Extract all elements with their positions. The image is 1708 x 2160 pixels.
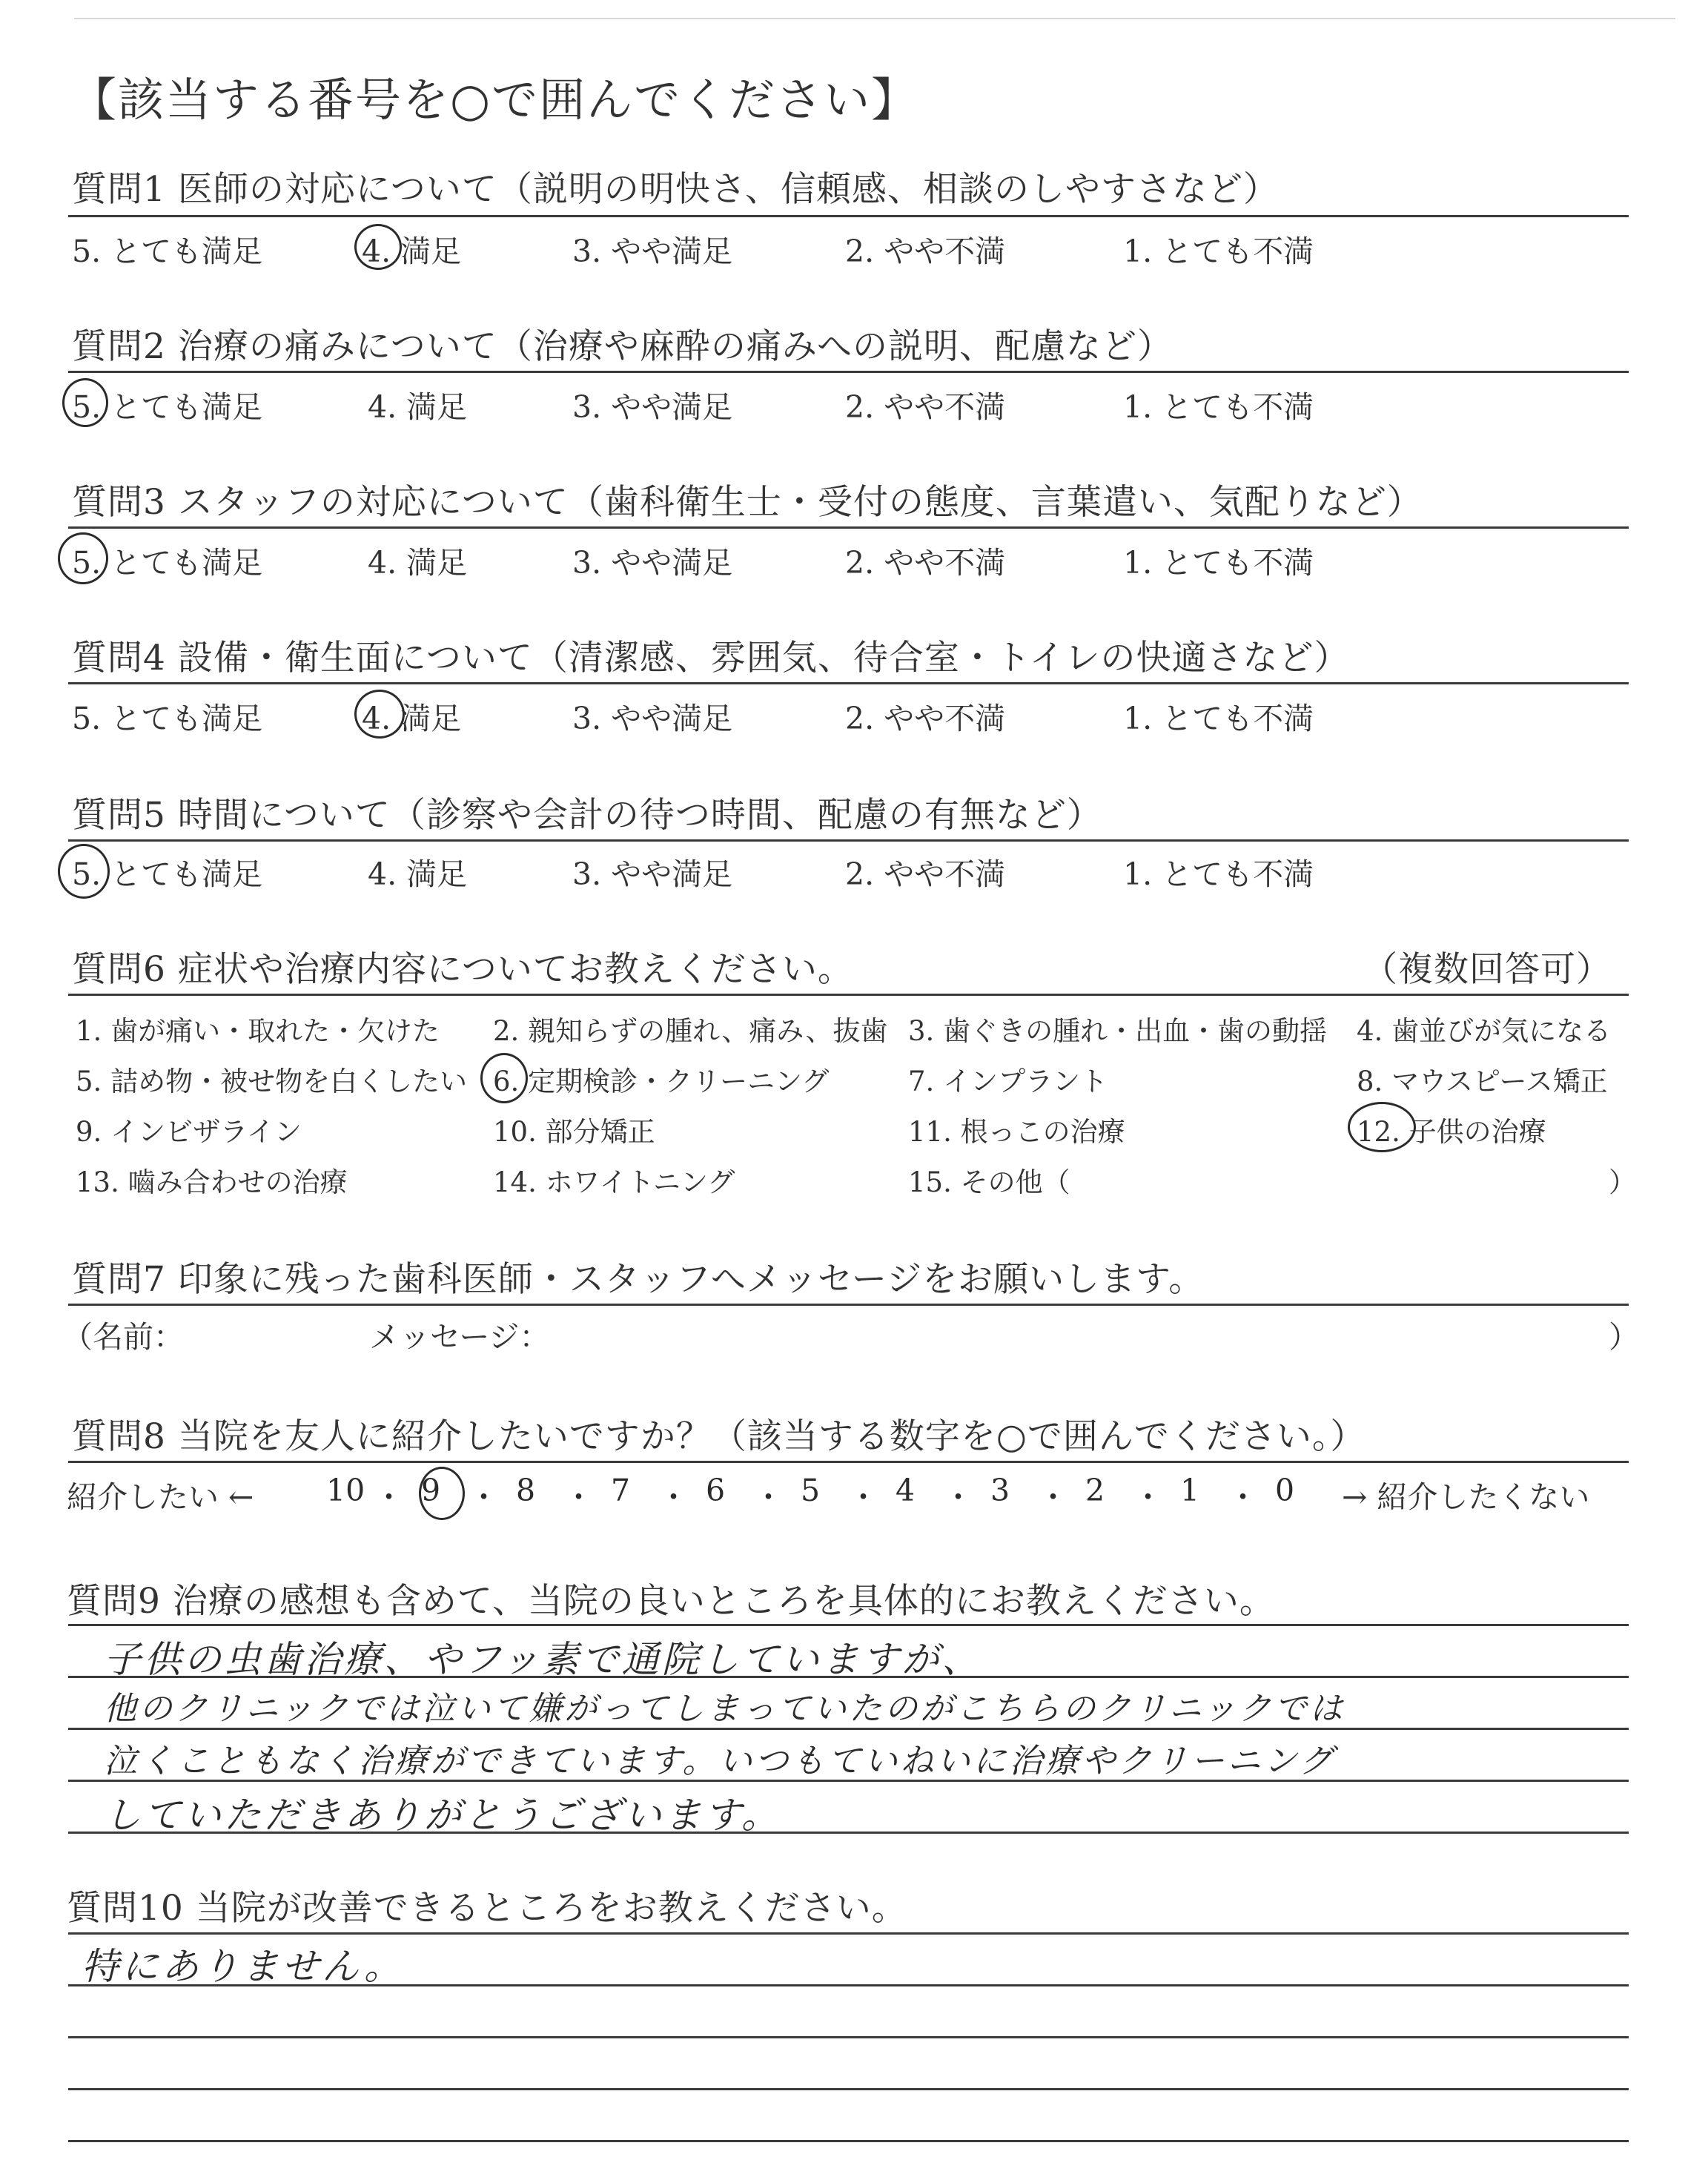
q8-scale-value-1[interactable]: 1 (1180, 1473, 1200, 1508)
q8-right-label: → 紹介したくない (1342, 1479, 1590, 1515)
q8-scale-value-5[interactable]: 5 (801, 1473, 821, 1508)
q10-line-3 (68, 2036, 1629, 2038)
q8-scale-value-8[interactable]: 8 (516, 1473, 536, 1508)
q6-item-6[interactable]: 6. 定期検診・クリーニング (493, 1066, 830, 1097)
q6-item-7[interactable]: 7. インプラント (908, 1066, 1108, 1097)
q2-selection-circle (62, 378, 108, 427)
q6-item-12[interactable]: 12. 子供の治療 (1357, 1116, 1546, 1148)
q7-message-label: メッセージ： (369, 1319, 550, 1355)
q4-option-1[interactable]: 1. とても不満 (1123, 701, 1314, 736)
q8-scale-separator: ・ (1133, 1479, 1163, 1515)
question-2-rule (68, 371, 1629, 373)
q8-scale-value-0[interactable]: 0 (1275, 1473, 1295, 1508)
q8-scale-separator: ・ (848, 1479, 878, 1515)
q8-scale-value-4[interactable]: 4 (896, 1473, 916, 1508)
question-3-rule (68, 526, 1629, 529)
q8-scale-separator: ・ (563, 1479, 594, 1515)
q7-close-paren: ） (1609, 1319, 1639, 1355)
q5-option-3[interactable]: 3. やや満足 (572, 856, 733, 892)
question-10-title: 質問10 当院が改善できるところをお教えください。 (67, 1888, 907, 1929)
q2-option-3[interactable]: 3. やや満足 (572, 389, 733, 425)
q4-option-3[interactable]: 3. やや満足 (572, 701, 733, 736)
q3-selection-circle (58, 532, 108, 584)
q4-option-5[interactable]: 5. とても満足 (72, 701, 263, 736)
q5-option-1[interactable]: 1. とても不満 (1123, 856, 1314, 892)
question-1-title: 質問1 医師の対応について（説明の明快さ、信頼感、相談のしやすさなど） (72, 169, 1280, 210)
q8-scale-separator: ・ (753, 1479, 784, 1515)
q5-option-4[interactable]: 4. 満足 (368, 856, 468, 892)
question-3-title: 質問3 スタッフの対応について（歯科衛生士・受付の態度、言葉遣い、気配りなど） (72, 482, 1423, 523)
question-8-rule (68, 1461, 1629, 1463)
q9-answer-line-1: 子供の虫歯治療、やフッ素で通院していますが、 (104, 1638, 982, 1681)
q6-item-9[interactable]: 9. インビザライン (76, 1116, 302, 1148)
q6-item-1[interactable]: 1. 歯が痛い・取れた・欠けた (76, 1015, 440, 1047)
q8-selection-circle (419, 1467, 465, 1520)
q3-option-1[interactable]: 1. とても不満 (1123, 545, 1314, 581)
q9-answer-line-2: 他のクリニックでは泣いて嫌がってしまっていたのがこちらのクリニックでは (104, 1690, 1345, 1728)
q10-line-5 (68, 2140, 1629, 2142)
q4-selection-circle (354, 690, 405, 739)
q1-option-1[interactable]: 1. とても不満 (1123, 234, 1314, 269)
q8-scale-separator: ・ (658, 1479, 689, 1515)
q5-selection-circle (58, 844, 110, 899)
question-5-title: 質問5 時間について（診察や会計の待つ時間、配慮の有無など） (72, 795, 1102, 836)
question-1-rule (68, 215, 1629, 217)
q10-answer-line-1: 特にありません。 (82, 1945, 404, 1988)
question-2-title: 質問2 治療の痛みについて（治療や麻酔の痛みへの説明、配慮など） (72, 326, 1173, 367)
q6-item-13[interactable]: 13. 嚙み合わせの治療 (76, 1166, 348, 1198)
q5-option-5[interactable]: 5. とても満足 (72, 856, 263, 892)
q10-line-4 (68, 2088, 1629, 2090)
q8-scale-value-6[interactable]: 6 (706, 1473, 726, 1508)
q2-option-4[interactable]: 4. 満足 (368, 389, 468, 425)
q6-item-14[interactable]: 14. ホワイトニング (493, 1166, 735, 1198)
q3-option-2[interactable]: 2. やや不満 (845, 545, 1006, 581)
page-top-rule (74, 18, 1675, 19)
q3-option-4[interactable]: 4. 満足 (368, 545, 468, 581)
q8-scale-separator: ・ (374, 1479, 404, 1515)
q5-option-2[interactable]: 2. やや不満 (845, 856, 1006, 892)
q6-item-5[interactable]: 5. 詰め物・被せ物を白くしたい (76, 1066, 468, 1097)
question-7-title: 質問7 印象に残った歯科医師・スタッフへメッセージをお願いします。 (72, 1259, 1205, 1300)
question-9-title: 質問9 治療の感想も含めて、当院の良いところを具体的にお教えください。 (67, 1581, 1275, 1622)
q9-answer-line-3: 泣くこともなく治療ができています。いつもていねいに治療やクリーニング (104, 1741, 1336, 1780)
page-heading: 【該当する番号を○で囲んでください】 (70, 73, 919, 127)
q6-item-10[interactable]: 10. 部分矯正 (493, 1116, 655, 1148)
q8-scale-separator: ・ (1228, 1479, 1258, 1515)
q6-item-6-selection-circle (480, 1053, 528, 1103)
q8-scale-separator: ・ (1038, 1479, 1068, 1515)
question-7-rule (68, 1304, 1629, 1306)
q8-scale-separator: ・ (943, 1479, 973, 1515)
q3-option-5[interactable]: 5. とても満足 (72, 545, 263, 581)
q8-scale-value-2[interactable]: 2 (1085, 1473, 1105, 1508)
q1-option-3[interactable]: 3. やや満足 (572, 234, 733, 269)
q2-option-1[interactable]: 1. とても不満 (1123, 389, 1314, 425)
q6-item-3[interactable]: 3. 歯ぐきの腫れ・出血・歯の動揺 (908, 1015, 1328, 1047)
q6-item-4[interactable]: 4. 歯並びが気になる (1357, 1015, 1612, 1047)
q8-left-label: 紹介したい ← (67, 1479, 254, 1515)
q6-item-15-close: ） (1609, 1166, 1636, 1198)
q1-option-2[interactable]: 2. やや不満 (845, 234, 1006, 269)
q4-option-4[interactable]: 4. 満足 (362, 701, 462, 736)
q10-line-1 (68, 1932, 1629, 1935)
q6-item-11[interactable]: 11. 根っこの治療 (908, 1116, 1125, 1148)
q1-option-4[interactable]: 4. 満足 (362, 234, 462, 269)
question-6-note: （複数回答可） (1363, 949, 1612, 990)
question-4-rule (68, 682, 1629, 684)
question-5-rule (68, 839, 1629, 842)
q2-option-5[interactable]: 5. とても満足 (72, 389, 263, 425)
q7-name-label: （名前： (62, 1319, 184, 1355)
q9-line-1 (68, 1624, 1629, 1626)
q8-scale-value-10[interactable]: 10 (326, 1473, 365, 1508)
q8-scale-value-7[interactable]: 7 (611, 1473, 631, 1508)
q3-option-3[interactable]: 3. やや満足 (572, 545, 733, 581)
q8-scale-value-3[interactable]: 3 (990, 1473, 1010, 1508)
q6-item-12-selection-circle (1348, 1102, 1416, 1152)
q9-answer-line-4: していただきありがとうございます。 (104, 1794, 781, 1837)
q8-scale-value-9[interactable]: 9 (421, 1473, 441, 1508)
question-4-title: 質問4 設備・衛生面について（清潔感、雰囲気、待合室・トイレの快適さなど） (72, 638, 1350, 678)
question-6-title: 質問6 症状や治療内容についてお教えください。 (72, 949, 853, 990)
q8-scale-separator: ・ (469, 1479, 499, 1515)
question-6-rule (68, 994, 1629, 996)
q2-option-2[interactable]: 2. やや不満 (845, 389, 1006, 425)
q6-item-8[interactable]: 8. マウスピース矯正 (1357, 1066, 1608, 1097)
q4-option-2[interactable]: 2. やや不満 (845, 701, 1006, 736)
q1-selection-circle (354, 224, 402, 270)
q6-item-15[interactable]: 15. その他（ (908, 1166, 1070, 1198)
question-8-title: 質問8 当院を友人に紹介したいですか？（該当する数字を○で囲んでください。） (72, 1416, 1366, 1457)
q6-item-2[interactable]: 2. 親知らずの腫れ、痛み、抜歯 (493, 1015, 888, 1047)
q1-option-5[interactable]: 5. とても満足 (72, 234, 263, 269)
